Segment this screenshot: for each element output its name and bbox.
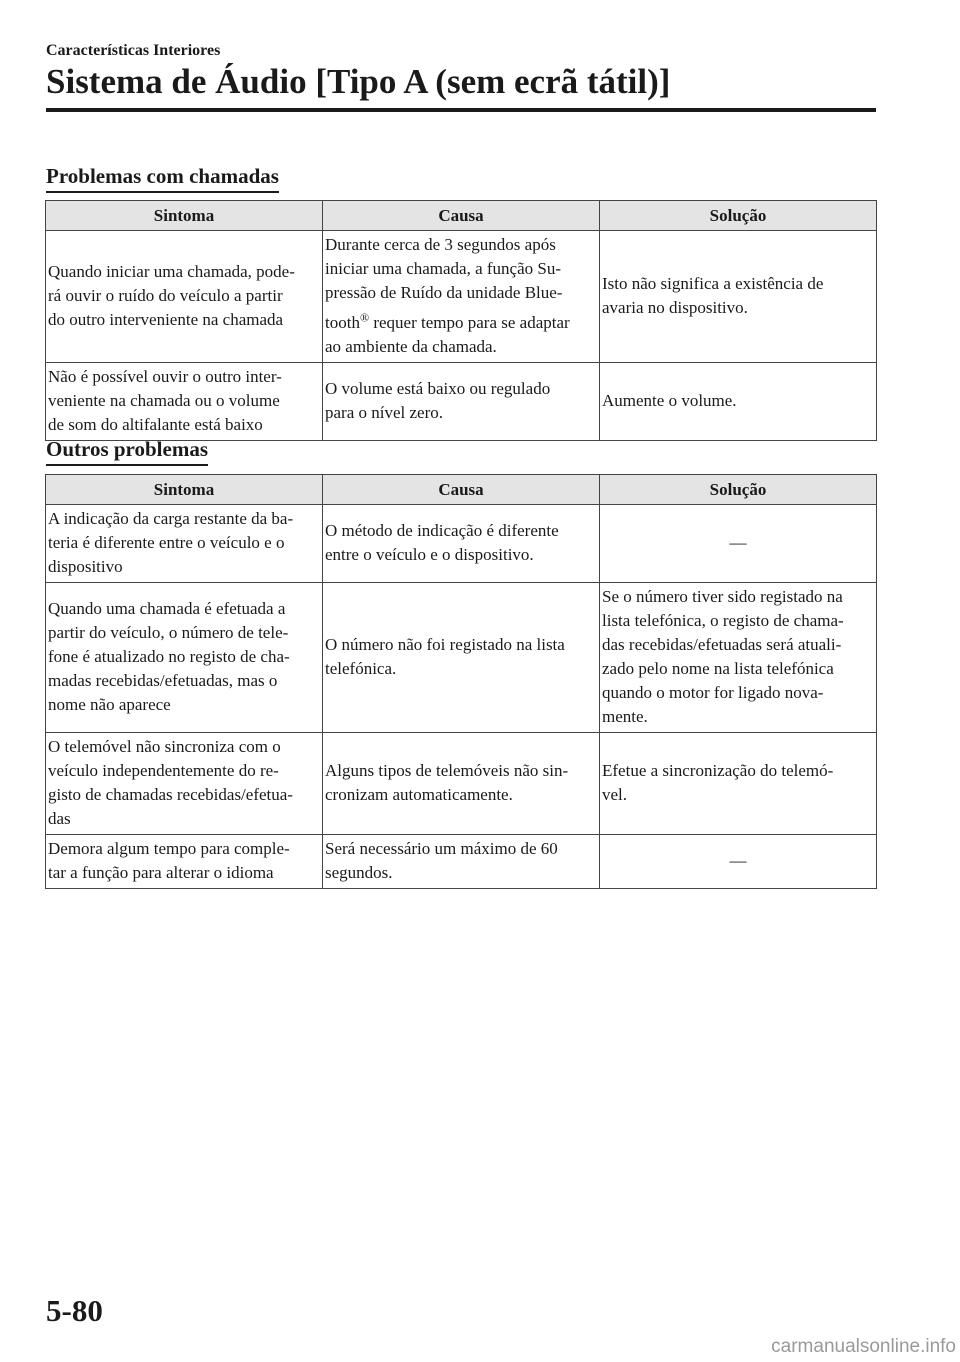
cell-line: Será necessário um máximo de 60 [325, 839, 558, 858]
table-header-row [46, 201, 877, 231]
registered-mark: ® [359, 310, 370, 324]
cell-line: madas recebidas/efetuadas, mas o [48, 671, 278, 690]
table-row [46, 231, 877, 363]
cell-line: mente. [602, 707, 648, 726]
cell-line: Aumente o volume. [602, 390, 737, 410]
cell-line: lista telefónica, o registo de chama- [602, 611, 844, 630]
solution-cell [600, 231, 877, 363]
section-heading-call-problems: Problemas com chamadas [46, 163, 279, 193]
cell-line: gisto de chamadas recebidas/efetua- [48, 785, 293, 804]
table-row [46, 733, 877, 835]
column-header-solution: Solução [600, 201, 877, 231]
cell-line: Alguns tipos de telemóveis não sin- [325, 761, 569, 780]
cell-line: entre o veículo e o dispositivo. [325, 545, 534, 564]
cell-line: Isto não significa a existência de [602, 273, 824, 293]
cause-cell [323, 835, 600, 889]
chapter-label: Características Interiores [46, 42, 221, 59]
symptom-cell [46, 231, 323, 363]
cause-cell [323, 505, 600, 583]
cell-line: iniciar uma chamada, a função Su- [325, 259, 562, 278]
symptom-cell [46, 505, 323, 583]
table-header-row [46, 475, 877, 505]
cell-line: de som do altifalante está baixo [48, 414, 263, 434]
cell-line: O volume está baixo ou regulado [325, 378, 551, 398]
cell-line: teria é diferente entre o veículo e o [48, 533, 285, 552]
title-divider [46, 108, 876, 112]
other-problems-table [45, 474, 877, 889]
cause-cell [323, 583, 600, 733]
cell-line: veículo independentemente do re- [48, 761, 279, 780]
page-title: Sistema de Áudio [Tipo A (sem ecrã tátil)] [46, 62, 671, 101]
page-number: 5-80 [46, 1293, 103, 1328]
cell-line: tar a função para alterar o idioma [48, 863, 274, 882]
cell-line: nome não aparece [48, 695, 171, 714]
cell-line: das recebidas/efetuadas será atuali- [602, 635, 842, 654]
call-problems-table [45, 200, 877, 441]
table-row [46, 583, 877, 733]
cell-line: veniente na chamada ou o volume [48, 390, 280, 410]
cell-line: tooth® requer tempo para se adaptar [325, 310, 570, 332]
column-header-cause: Causa [323, 475, 600, 505]
cell-line: das [48, 809, 71, 828]
cause-cell [323, 231, 600, 363]
cell-line: A indicação da carga restante da ba- [48, 509, 294, 528]
cell-line: O número não foi registado na lista [325, 635, 565, 654]
solution-cell [600, 583, 877, 733]
cause-cell [323, 733, 600, 835]
cell-line: — [729, 851, 747, 870]
cell-line: — [729, 533, 747, 552]
column-header-cause: Causa [323, 201, 600, 231]
cell-line: para o nível zero. [325, 402, 443, 422]
cell-line: pressão de Ruído da unidade Blue- [325, 283, 563, 302]
cell-line: rá ouvir o ruído do veículo a partir [48, 285, 283, 305]
column-header-symptom: Sintoma [46, 201, 323, 231]
symptom-cell [46, 362, 323, 440]
cell-line: segundos. [325, 863, 393, 882]
solution-cell [600, 505, 877, 583]
cell-line: Demora algum tempo para comple- [48, 839, 290, 858]
symptom-cell [46, 583, 323, 733]
cell-line: do outro interveniente na chamada [48, 309, 284, 329]
cell-line: ao ambiente da chamada. [325, 336, 497, 356]
table-row [46, 362, 877, 440]
cell-line: O telemóvel não sincroniza com o [48, 737, 281, 756]
cell-line: Não é possível ouvir o outro inter- [48, 366, 282, 386]
table-row [46, 835, 877, 889]
cell-line: Durante cerca de 3 segundos após [325, 235, 556, 254]
symptom-cell [46, 835, 323, 889]
table-row [46, 505, 877, 583]
cell-line: cronizam automaticamente. [325, 785, 513, 804]
solution-cell [600, 733, 877, 835]
cell-line: telefónica. [325, 659, 397, 678]
cell-line: fone é atualizado no registo de cha- [48, 647, 290, 666]
section-heading-other-problems: Outros problemas [46, 436, 208, 466]
watermark: carmanualsonline.info [771, 1336, 956, 1357]
column-header-solution: Solução [600, 475, 877, 505]
cell-line: quando o motor for ligado nova- [602, 683, 824, 702]
solution-cell [600, 835, 877, 889]
cell-line: O método de indicação é diferente [325, 521, 559, 540]
cell-line: Se o número tiver sido registado na [602, 587, 843, 606]
cell-line: avaria no dispositivo. [602, 297, 748, 317]
cell-line: dispositivo [48, 557, 123, 576]
cell-line: zado pelo nome na lista telefónica [602, 659, 834, 678]
cell-line: Quando iniciar uma chamada, pode- [48, 261, 295, 281]
symptom-cell [46, 733, 323, 835]
cell-line: Quando uma chamada é efetuada a [48, 599, 286, 618]
cell-line: partir do veículo, o número de tele- [48, 623, 289, 642]
cell-line: Efetue a sincronização do telemó- [602, 761, 834, 780]
cause-cell [323, 362, 600, 440]
cell-line: vel. [602, 785, 628, 804]
solution-cell [600, 362, 877, 440]
column-header-symptom: Sintoma [46, 475, 323, 505]
